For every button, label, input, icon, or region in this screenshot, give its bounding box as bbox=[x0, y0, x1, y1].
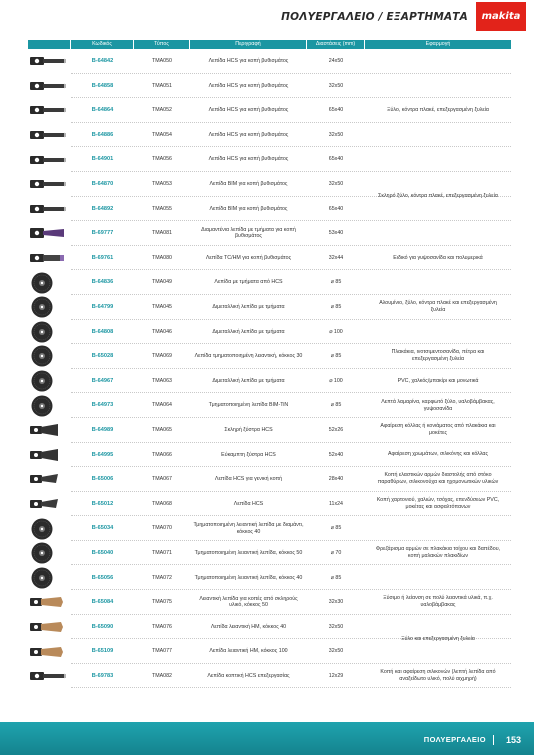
product-code: B-65006 bbox=[91, 476, 114, 483]
product-description: Διμεταλλική λεπίδα με τμήματα bbox=[212, 328, 285, 335]
header-application: Εφαρμογή bbox=[365, 40, 511, 49]
application-text: Κοπή και αφαίρεση σιλικονών (λεπτή λεπίδα από αναξείδωτο υλικό, πολύ αιχμηρή) bbox=[380, 669, 496, 683]
product-type: TMA082 bbox=[151, 672, 173, 679]
product-type: TMA046 bbox=[151, 328, 173, 335]
application-text: Ξύλο και επεξεργασμένη ξυλεία bbox=[401, 635, 475, 642]
product-type: TMA077 bbox=[151, 648, 173, 655]
round-blade-icon bbox=[28, 344, 71, 368]
header-code: Κωδικός bbox=[71, 40, 134, 49]
product-dimensions: ⌀ 85 bbox=[330, 574, 342, 581]
knife-icon bbox=[28, 467, 71, 491]
product-dimensions: ⌀ 85 bbox=[330, 303, 342, 310]
product-dimensions: 32x44 bbox=[328, 254, 344, 261]
plunge-blade-icon bbox=[28, 664, 71, 688]
product-description: Διαμαντένια λεπίδα με τμήματα για κοπή βυθισμάτος bbox=[201, 226, 296, 240]
footer-divider bbox=[493, 735, 494, 745]
product-description: Λεπίδα λειαντική HM, κόκκος 40 bbox=[210, 623, 287, 630]
product-type: TMA069 bbox=[151, 353, 173, 360]
product-code: B-64864 bbox=[91, 107, 114, 114]
product-type: TMA070 bbox=[151, 525, 173, 532]
rasp-icon bbox=[28, 615, 71, 639]
plunge-blade-icon bbox=[28, 197, 71, 221]
tc-blade-icon bbox=[28, 246, 71, 270]
product-description: Τμηματοποιημένη λειαντική λεπίδα, κόκκος 40 bbox=[194, 574, 303, 581]
product-description: Διμεταλλική λεπίδα με τμήματα bbox=[212, 303, 285, 310]
product-code: B-64995 bbox=[91, 451, 114, 458]
round-blade-icon bbox=[28, 271, 71, 295]
product-type: TMA066 bbox=[151, 451, 173, 458]
product-dimensions: ⌀ 85 bbox=[330, 402, 342, 409]
application-text: Ξύσιμο ή λείανση σε πολύ λειαντικά υλικά, π.χ. υαλοβάμβακας bbox=[383, 595, 493, 609]
product-dimensions: ⌀ 70 bbox=[330, 549, 342, 556]
logo-text: makita bbox=[481, 11, 521, 22]
scraper-icon bbox=[28, 418, 71, 442]
round-blade-icon bbox=[28, 517, 71, 541]
product-description: Λεπίδα κοπτική HCS επεξεργασίας bbox=[207, 672, 290, 679]
product-dimensions: 32x50 bbox=[328, 131, 344, 138]
product-description: Λεπίδα TC/HM για κοπή βυθισμάτος bbox=[205, 254, 292, 261]
product-code: B-69783 bbox=[91, 672, 114, 679]
page-title: ΠΟΛΥΕΡΓΑΛΕΙΟ / ΕΞΑΡΤΗΜΑΤΑ bbox=[281, 11, 468, 23]
product-description: Λεπίδα HCS bbox=[233, 500, 264, 507]
product-code: B-64842 bbox=[91, 58, 114, 65]
product-type: TMA052 bbox=[151, 107, 173, 114]
application-text: Αφαίρεση κόλλας ή κονιάματος από πλακάκια και μοκέτες bbox=[380, 423, 496, 437]
product-type: TMA050 bbox=[151, 58, 173, 65]
application-text: Κοπή χαρτονιού, χαλιών, τσόχας, επενδύσεων PVC, μοκέτας και ασφαλτόπανων bbox=[376, 497, 500, 511]
product-dimensions: ⌀ 85 bbox=[330, 353, 342, 360]
product-description: Λεπίδα τμηματοποιημένη λειαντική, κόκκος 30 bbox=[194, 353, 303, 360]
product-code: B-65084 bbox=[91, 599, 114, 606]
product-dimensions: 52x26 bbox=[328, 426, 344, 433]
application-text: Ειδικό για γυψοσανίδα και πολυμερικά bbox=[393, 254, 483, 261]
product-code: B-65028 bbox=[91, 353, 114, 360]
product-description: Λεπίδα HCS για γενική κοπή bbox=[214, 476, 283, 483]
plunge-blade-icon bbox=[28, 148, 71, 172]
product-code: B-64901 bbox=[91, 156, 114, 163]
product-description: Λειαντική λεπίδα για κοπές από σκληρούς υλικό, κόκκος 50 bbox=[199, 595, 298, 609]
product-type: TMA075 bbox=[151, 599, 173, 606]
product-dimensions: 32x50 bbox=[328, 623, 344, 630]
application-text bbox=[365, 516, 511, 541]
product-code: B-65034 bbox=[91, 525, 114, 532]
header-type: Τύπος bbox=[134, 40, 190, 49]
product-type: TMA071 bbox=[151, 549, 173, 556]
product-code: B-64886 bbox=[91, 131, 114, 138]
product-code: B-65012 bbox=[91, 500, 114, 507]
product-dimensions: 65x40 bbox=[328, 156, 344, 163]
product-description: Λεπίδα με τμήματα από HCS bbox=[214, 279, 283, 286]
round-blade-icon bbox=[28, 566, 71, 590]
product-dimensions: 65x40 bbox=[328, 205, 344, 212]
plunge-blade-icon bbox=[28, 49, 71, 73]
product-description: Τμηματοποιημένη λεπίδα BIM-TiN bbox=[208, 402, 289, 409]
makita-logo bbox=[476, 2, 526, 31]
product-description: Λεπίδα HCS για κοπή βυθισμάτος bbox=[208, 82, 289, 89]
round-blade-icon bbox=[28, 541, 71, 565]
segment-blade-icon bbox=[28, 221, 71, 245]
product-dimensions: 32x50 bbox=[328, 82, 344, 89]
product-dimensions: 12x29 bbox=[328, 672, 344, 679]
application-text: PVC, χαλκός/μπακίρι και μονωτικά bbox=[397, 377, 479, 384]
application-text: Αλουμίνιο, ξύλο, κόντρα πλακέ και επεξεργασμένη ξυλεία bbox=[379, 300, 497, 314]
application-text: Σκληρό ξύλο, κόντρα πλακέ, επεξεργασμένη ξυλεία bbox=[378, 193, 498, 200]
product-type: TMA063 bbox=[151, 377, 173, 384]
scraper-icon bbox=[28, 443, 71, 467]
plunge-blade-icon bbox=[28, 74, 71, 98]
application-text: Κοπή ελαστικών αρμών διαστολής από στόκο παραθύρων, σιλικονούχα και ηχομονωτικών υλικών bbox=[377, 472, 499, 486]
product-type: TMA064 bbox=[151, 402, 173, 409]
product-dimensions: 53x40 bbox=[328, 230, 344, 237]
product-type: TMA056 bbox=[151, 156, 173, 163]
product-type: TMA053 bbox=[151, 181, 173, 188]
product-code: B-64858 bbox=[91, 82, 114, 89]
product-dimensions: ⌀ 85 bbox=[330, 525, 342, 532]
product-type: TMA072 bbox=[151, 574, 173, 581]
plunge-blade-icon bbox=[28, 98, 71, 122]
product-dimensions: 32x50 bbox=[328, 181, 344, 188]
product-type: TMA067 bbox=[151, 476, 173, 483]
product-description: Τμηματοποιημένη λειαντική λεπίδα με διαμάντι, κόκκος 40 bbox=[193, 522, 304, 535]
footer-section-label: ΠΟΛΥΕΡΓΑΛΕΙΟ bbox=[423, 735, 486, 744]
product-type: TMA076 bbox=[151, 623, 173, 630]
product-type: TMA049 bbox=[151, 279, 173, 286]
product-type: TMA045 bbox=[151, 303, 173, 310]
product-description: Λεπίδα HCS για κοπή βυθισμάτος bbox=[208, 58, 289, 65]
round-blade-icon bbox=[28, 295, 71, 319]
product-description: Εύκαμπτη ξύστρα HCS bbox=[221, 451, 276, 458]
product-description: Λεπίδα HCS για κοπή βυθισμάτος bbox=[208, 131, 289, 138]
product-description: Λεπίδα BIM για κοπή βυθισμάτος bbox=[209, 205, 288, 212]
product-code: B-64808 bbox=[91, 328, 114, 335]
application-text: Λεπτά λαμαρίνα, καρφωτό ξύλο, υαλοβάμβακας, γυψοσανίδα bbox=[381, 398, 495, 412]
application-text bbox=[365, 566, 511, 591]
page-number: 153 bbox=[505, 735, 521, 745]
product-code: B-65090 bbox=[91, 623, 114, 630]
round-blade-icon bbox=[28, 394, 71, 418]
product-code: B-64836 bbox=[91, 279, 114, 286]
application-text: Πλακάκια, ινοτσιμεντοσανίδα, πέτρα και επεξεργασμένη ξυλεία bbox=[391, 349, 485, 363]
product-code: B-64973 bbox=[91, 402, 114, 409]
product-dimensions: 32x50 bbox=[328, 648, 344, 655]
product-code: B-69761 bbox=[91, 254, 114, 261]
product-code: B-65040 bbox=[91, 549, 114, 556]
product-code: B-65056 bbox=[91, 574, 114, 581]
product-dimensions: 24x50 bbox=[328, 58, 344, 65]
application-text: Αφαίρεση χρωμάτων, σιλικόνης και κόλλας bbox=[387, 451, 489, 458]
page-footer bbox=[0, 722, 534, 755]
product-code: B-65109 bbox=[91, 648, 114, 655]
header-dimensions: Διαστάσεις (mm) bbox=[307, 40, 365, 49]
product-description: Λεπίδα BIM για κοπή βυθισμάτος bbox=[209, 181, 288, 188]
product-type: TMA065 bbox=[151, 426, 173, 433]
header-description: Περιγραφή bbox=[190, 40, 307, 49]
application-text bbox=[365, 221, 511, 246]
product-code: B-69777 bbox=[91, 230, 114, 237]
plunge-blade-icon bbox=[28, 123, 71, 147]
application-text: Ξύλο, κόντρα πλακέ, επεξεργασμένη ξυλεία bbox=[387, 107, 489, 113]
product-dimensions: 52x40 bbox=[328, 451, 344, 458]
application-text: Φρεζάρισμα αρμών σε πλακάκια τοίχου και δαπέδου, κοπή μαλακών πλακιδίων bbox=[375, 546, 501, 560]
product-description: Λεπίδα HCS για κοπή βυθισμάτος bbox=[208, 107, 289, 114]
product-dimensions: 11x24 bbox=[328, 500, 344, 507]
product-code: B-64799 bbox=[91, 303, 114, 310]
header-image-cell bbox=[28, 40, 71, 49]
product-description: Διμεταλλική λεπίδα με τμήματα bbox=[212, 377, 285, 384]
product-dimensions: ⌀ 100 bbox=[329, 377, 343, 384]
product-code: B-64892 bbox=[91, 205, 114, 212]
rasp-icon bbox=[28, 640, 71, 664]
product-description: Τμηματοποιημένη λειαντική λεπίδα, κόκκος 50 bbox=[194, 549, 303, 556]
product-type: TMA068 bbox=[151, 500, 173, 507]
product-code: B-64989 bbox=[91, 426, 114, 433]
product-dimensions: ⌀ 85 bbox=[330, 279, 342, 286]
product-type: TMA081 bbox=[151, 230, 173, 237]
knife-icon bbox=[28, 492, 71, 516]
product-type: TMA051 bbox=[151, 82, 173, 89]
product-dimensions: 32x30 bbox=[328, 599, 344, 606]
product-description: Λεπίδα λειαντική HM, κόκκος 100 bbox=[209, 648, 288, 655]
product-type: TMA080 bbox=[151, 254, 173, 261]
product-description: Σκληρή ξύστρα HCS bbox=[224, 426, 273, 433]
product-type: TMA054 bbox=[151, 131, 173, 138]
round-blade-icon bbox=[28, 320, 71, 344]
accessories-table bbox=[28, 40, 511, 688]
product-dimensions: 28x40 bbox=[328, 476, 344, 483]
product-code: B-64967 bbox=[91, 377, 114, 384]
plunge-blade-icon bbox=[28, 172, 71, 196]
product-type: TMA055 bbox=[151, 205, 173, 212]
rasp-icon bbox=[28, 590, 71, 614]
round-blade-icon bbox=[28, 369, 71, 393]
product-dimensions: 65x40 bbox=[328, 107, 344, 114]
table-body bbox=[28, 49, 511, 688]
product-description: Λεπίδα HCS για κοπή βυθισμάτος bbox=[208, 156, 289, 163]
product-dimensions: ⌀ 100 bbox=[329, 328, 343, 335]
product-code: B-64870 bbox=[91, 181, 114, 188]
table-header bbox=[28, 40, 511, 49]
